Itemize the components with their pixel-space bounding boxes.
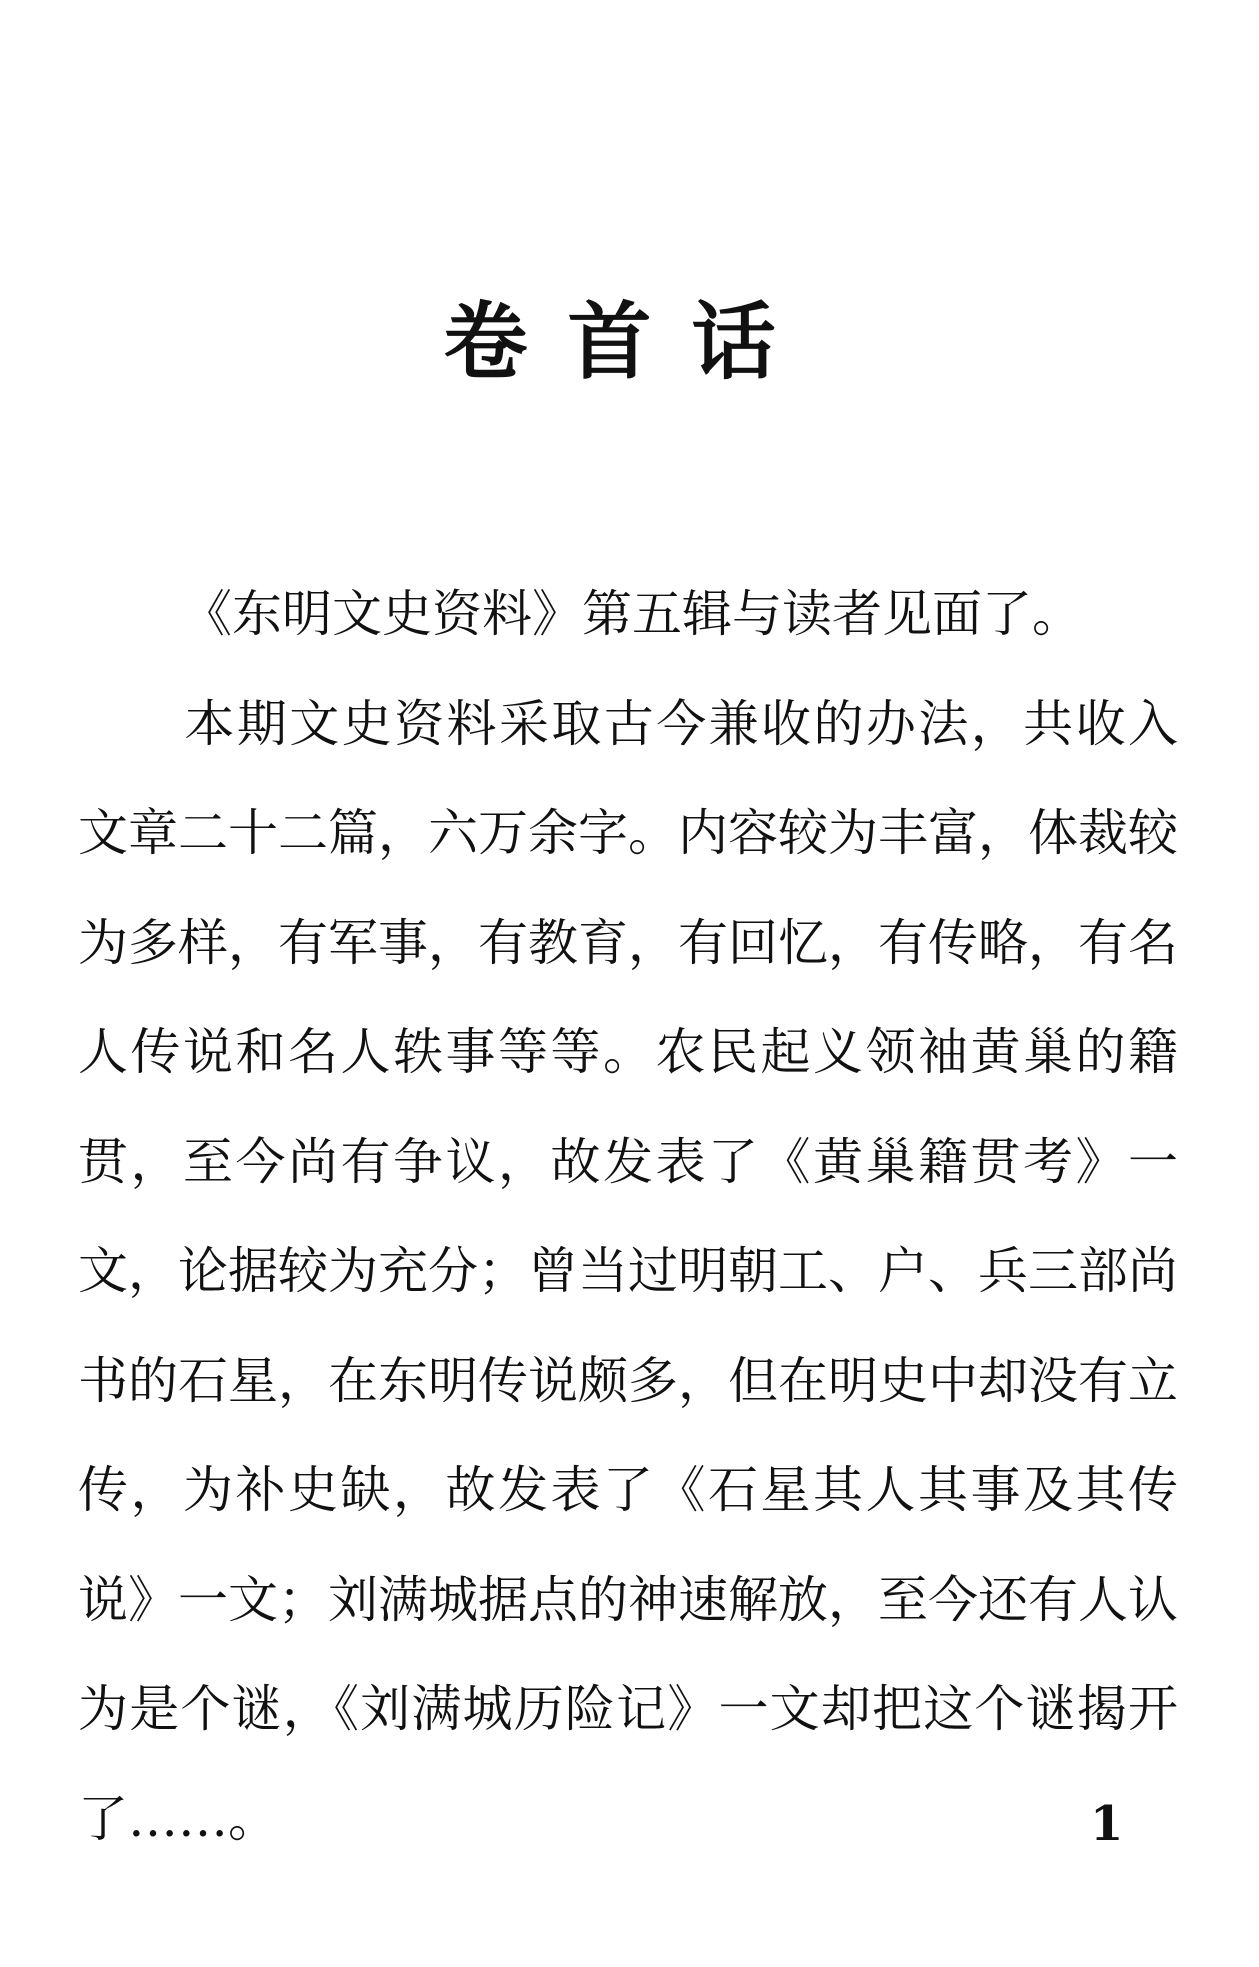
- page-title: 卷首话: [443, 293, 816, 391]
- page-number: 1: [1090, 1796, 1124, 1852]
- body-text: [78, 560, 1178, 1874]
- paragraph-intro: [78, 560, 1178, 670]
- paragraph-text: 本期文史资料采取古今兼收的办法，共收入文章二十二篇，六万余字。内容较为丰富，体裁较为多样，有军事，有教育，有回忆，有传略，有名人传说和名人轶事等等。农民起义领袖黄巢的籍贯，至今尚有争议，故发表了《黄巢籍贯考》一文，论据较为充分；曾当过明朝工、户、兵三部尚书的石星，在东明传说颇多，但在明史中却没有立传，为补史缺，故发表了《石星其人其事及其传说》一文；刘满城据点的神速解放，至今还有人认为是个谜，《刘满城历险记》一文却把这个谜揭开了……。: [78, 694, 1178, 1848]
- paragraph-text: 《东明文史资料》第五辑与读者见面了。: [182, 585, 1082, 643]
- paragraph-main: [78, 670, 1178, 1875]
